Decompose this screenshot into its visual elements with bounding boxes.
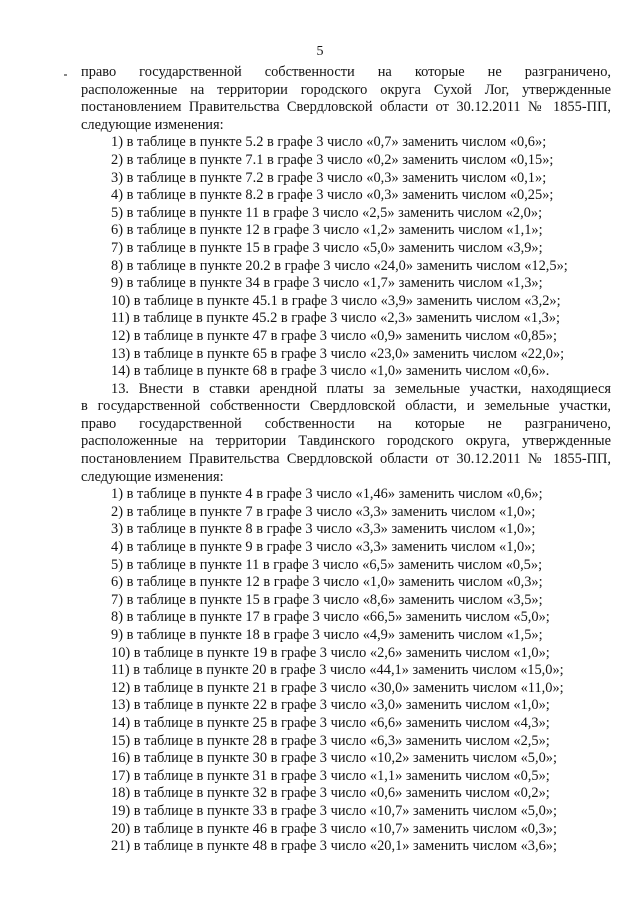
list-item: 6) в таблице в пункте 12 в графе 3 число «1,2» заменить числом «1,1»; — [111, 222, 543, 239]
list-item: 9) в таблице в пункте 18 в графе 3 число «4,9» заменить числом «1,5»; — [111, 627, 543, 643]
text-line: в государственной собственности Свердловской области, и земельные участки, — [81, 398, 611, 415]
list-item: 8) в таблице в пункте 20.2 в графе 3 число «24,0» заменить числом «12,5»; — [111, 257, 568, 274]
list-item: 12) в таблице в пункте 21 в графе 3 число «30,0» заменить числом «11,0»; — [111, 679, 564, 696]
list-item: 1) в таблице в пункте 5.2 в графе 3 число «0,7» заменить числом «0,6»; — [111, 134, 547, 151]
text-line: расположенные на территории Тавдинского городского округа, утвержденные — [81, 433, 611, 450]
list-item: 12) в таблице в пункте 47 в графе 3 число «0,9» заменить числом «0,85»; — [111, 327, 557, 344]
list-item: 5) в таблице в пункте 11 в графе 3 число «2,5» заменить числом «2,0»; — [111, 204, 543, 221]
list-item: 6) в таблице в пункте 12 в графе 3 число «1,0» заменить числом «0,3»; — [111, 574, 543, 591]
list-item: 3) в таблице в пункте 8 в графе 3 число «3,3» заменить числом «1,0»; — [111, 521, 536, 538]
list-item: 14) в таблице в пункте 25 в графе 3 число «6,6» заменить числом «4,3»; — [111, 714, 550, 731]
text-line: следующие изменения: — [81, 468, 224, 485]
text-line: право государственной собственности на которые не разграничено, — [81, 64, 611, 80]
intro-paragraph — [81, 64, 611, 134]
amendment-list-sukhoi-log — [81, 134, 611, 380]
page-number: 5 — [316, 44, 324, 59]
list-item: 1) в таблице в пункте 4 в графе 3 число «1,46» заменить числом «0,6»; — [111, 486, 543, 503]
list-item: 2) в таблице в пункте 7 в графе 3 число «3,3» заменить числом «1,0»; — [111, 503, 536, 520]
list-item: 18) в таблице в пункте 32 в графе 3 число «0,6» заменить числом «0,2»; — [111, 785, 550, 802]
list-item: 16) в таблице в пункте 30 в графе 3 число «10,2» заменить числом «5,0»; — [111, 750, 557, 767]
text-line: следующие изменения: — [81, 116, 224, 133]
list-item: 13) в таблице в пункте 65 в графе 3 число «23,0» заменить числом «22,0»; — [111, 345, 565, 362]
text-line: расположенные на территории городского округа Сухой Лог, утвержденные — [81, 81, 611, 98]
list-item: 3) в таблице в пункте 7.2 в графе 3 число «0,3» заменить числом «0,1»; — [111, 169, 547, 186]
list-item: 15) в таблице в пункте 28 в графе 3 число «6,3» заменить числом «2,5»; — [111, 732, 550, 749]
paragraph-13 — [81, 381, 611, 487]
list-item: 14) в таблице в пункте 68 в графе 3 число «1,0» заменить числом «0,6». — [111, 363, 550, 380]
list-item: 10) в таблице в пункте 45.1 в графе 3 число «3,9» заменить числом «3,2»; — [111, 292, 561, 309]
list-item: 2) в таблице в пункте 7.1 в графе 3 число «0,2» заменить числом «0,15»; — [111, 151, 554, 168]
list-item: 8) в таблице в пункте 17 в графе 3 число «66,5» заменить числом «5,0»; — [111, 609, 550, 626]
list-item: 7) в таблице в пункте 15 в графе 3 число «5,0» заменить числом «3,9»; — [111, 239, 543, 256]
list-item: 11) в таблице в пункте 45.2 в графе 3 число «2,3» заменить числом «1,3»; — [111, 310, 561, 327]
list-item: 4) в таблице в пункте 9 в графе 3 число «3,3» заменить числом «1,0»; — [111, 539, 536, 556]
list-item: 20) в таблице в пункте 46 в графе 3 число «10,7» заменить числом «0,3»; — [111, 820, 557, 837]
list-item: 21) в таблице в пункте 48 в графе 3 число «20,1» заменить числом «3,6»; — [111, 838, 557, 855]
list-item: 19) в таблице в пункте 33 в графе 3 число «10,7» заменить числом «5,0»; — [111, 802, 557, 819]
list-item: 10) в таблице в пункте 19 в графе 3 число «2,6» заменить числом «1,0»; — [111, 644, 550, 661]
list-item: 4) в таблице в пункте 8.2 в графе 3 число «0,3» заменить числом «0,25»; — [111, 187, 554, 204]
list-item: 5) в таблице в пункте 11 в графе 3 число «6,5» заменить числом «0,5»; — [111, 556, 543, 573]
document-body — [81, 64, 611, 856]
text-line: право государственной собственности на которые не разграничено, — [81, 415, 611, 432]
text-line: постановлением Правительства Свердловской области от 30.12.2011 № 1855-ПП, — [81, 99, 611, 116]
scan-speck — [64, 74, 67, 76]
text-line: 13. Внести в ставки арендной платы за земельные участки, находящиеся — [111, 380, 611, 397]
list-item: 11) в таблице в пункте 20 в графе 3 число «44,1» заменить числом «15,0»; — [111, 662, 564, 679]
amendment-list-tavda — [81, 486, 611, 855]
list-item: 7) в таблице в пункте 15 в графе 3 число «8,6» заменить числом «3,5»; — [111, 591, 543, 608]
list-item: 17) в таблице в пункте 31 в графе 3 число «1,1» заменить числом «0,5»; — [111, 767, 550, 784]
text-line: постановлением Правительства Свердловской области от 30.12.2011 № 1855-ПП, — [81, 451, 611, 468]
list-item: 13) в таблице в пункте 22 в графе 3 число «3,0» заменить числом «1,0»; — [111, 697, 550, 714]
list-item: 9) в таблице в пункте 34 в графе 3 число «1,7» заменить числом «1,3»; — [111, 275, 543, 292]
